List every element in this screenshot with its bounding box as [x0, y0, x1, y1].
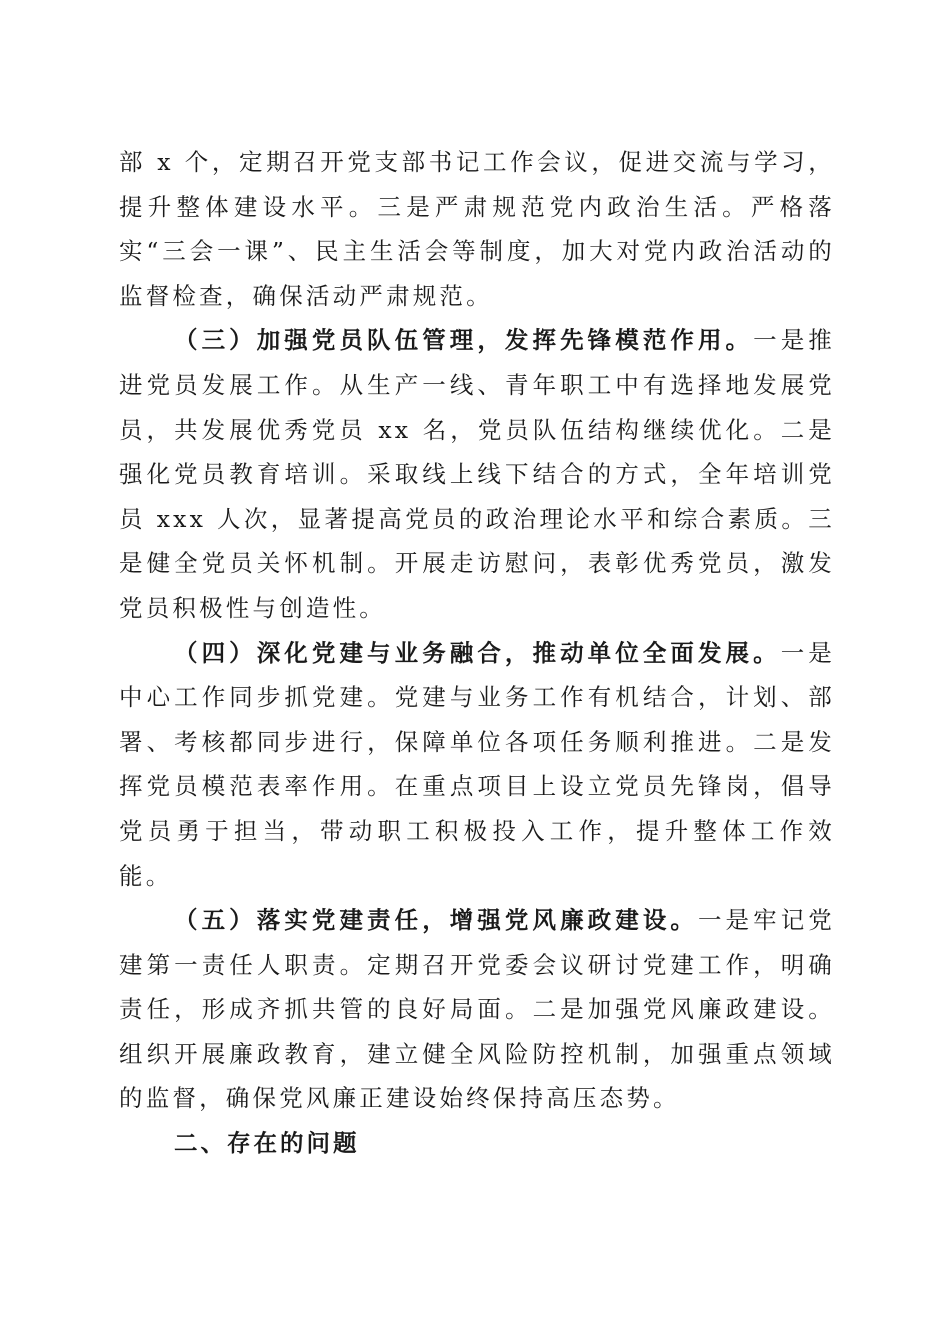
- paragraph-lead-heading: （四）深化党建与业务融合，推动单位全面发展。: [174, 638, 781, 667]
- paragraph-body: 一是推进党员发展工作。从生产一线、青年职工中有选择地发展党员，共发展优秀党员 xx 名，党员队伍结构继续优化。二是强化党员教育培训。采取线上线下结合的方式，全年培训党员 xxx 人次，显著提高党员的政治理论水平和综合素质。三是健全党员关怀机制。开展走访慰问，表彰优秀党员，激发党员积极性与创造性。: [119, 326, 835, 622]
- paragraph-lead-heading: （三）加强党员队伍管理，发挥先锋模范作用。: [174, 326, 754, 355]
- paragraph-section-4: [119, 631, 835, 899]
- paragraph-body: 一是牢记党建第一责任人职责。定期召开党委会议研讨党建工作，明确责任，形成齐抓共管的良好局面。二是加强党风廉政建设。组织开展廉政教育，建立健全风险防控机制，加强重点领域的监督，确保党风廉正建设始终保持高压态势。: [119, 906, 835, 1113]
- document-page: [119, 140, 835, 1166]
- paragraph-body: 一是中心工作同步抓党建。党建与业务工作有机结合，计划、部署、考核都同步进行，保障单位各项任务顺利推进。二是发挥党员模范表率作用。在重点项目上设立党员先锋岗，倡导党员勇于担当，带动职工积极投入工作，提升整体工作效能。: [119, 638, 835, 890]
- paragraph-body: 部 x 个，定期召开党支部书记工作会议，促进交流与学习，提升整体建设水平。三是严肃规范党内政治生活。严格落实“三会一课”、民主生活会等制度，加大对党内政治活动的监督检查，确保活动严肃规范。: [119, 148, 835, 310]
- paragraph-section-3: [119, 318, 835, 630]
- paragraph-continuation: [119, 140, 835, 318]
- paragraph-lead-heading: （五）落实党建责任，增强党风廉政建设。: [174, 906, 698, 935]
- paragraph-section-5: [119, 898, 835, 1121]
- section-heading: 二、存在的问题: [174, 1129, 360, 1158]
